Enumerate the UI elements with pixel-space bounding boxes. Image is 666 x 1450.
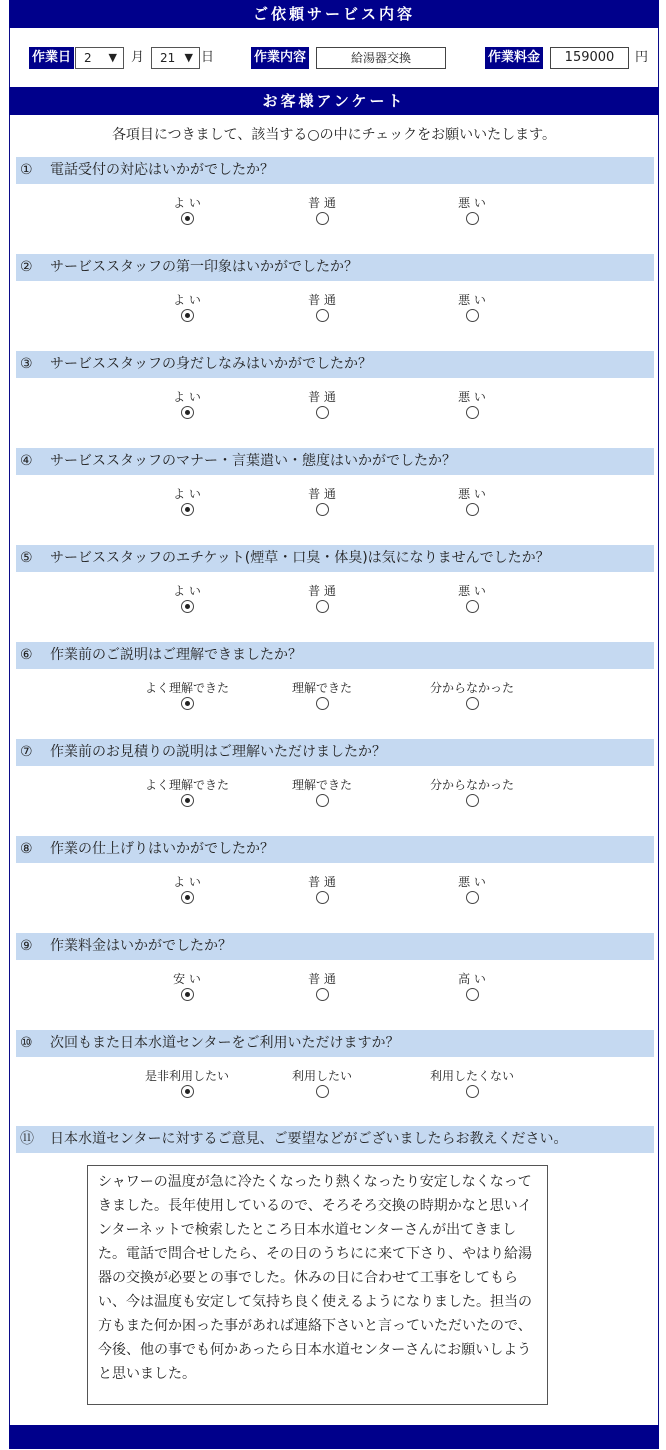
option-label: 高 い [458, 972, 486, 986]
question-8-option[interactable] [127, 874, 247, 907]
question-5-option[interactable] [127, 583, 247, 616]
question-9-option[interactable] [127, 971, 247, 1004]
dropdown-arrow-icon: ▼ [108, 51, 117, 64]
option-label: 悪 い [458, 293, 486, 307]
question-10-option[interactable] [262, 1068, 382, 1101]
option-label: 理解できた [291, 681, 352, 695]
option-label: よ い [173, 390, 201, 404]
radio-button[interactable] [316, 988, 329, 1001]
radio-button[interactable] [466, 697, 479, 710]
radio-button[interactable] [181, 794, 194, 807]
question-text: 次回もまた日本水道センターをご利用いただけますか？ [50, 1035, 400, 1051]
question-number: ⑤ [20, 550, 33, 566]
question-1-header [16, 157, 654, 184]
option-label: 利用したくない [429, 1069, 514, 1083]
question-8-header [16, 836, 654, 863]
question-1-option[interactable] [412, 195, 532, 228]
radio-button[interactable] [181, 1085, 194, 1098]
radio-button[interactable] [181, 697, 194, 710]
month-select[interactable] [75, 47, 124, 69]
option-label: 普 通 [308, 972, 336, 986]
question-4-option[interactable] [262, 486, 382, 519]
option-label: 悪 い [458, 390, 486, 404]
option-label: 悪 い [458, 487, 486, 501]
comment-textarea[interactable]: シャワーの温度が急に冷たくなったり熱くなったり安定しなくなってきました。長年使用しているので、そろそろ交換の時期かなと思いインターネットで検索したところ日本水道センターさんが出てきました。電話で問合せしたら、その日のうちにに来て下さり、やはり給湯器の交換が必要との事でした。休みの日に合わせて工事をしてもらい、今は温度も安定して気持ち良く使えるようになりました。担当の方もまた何か困った事があれば連絡下さいと言っていただいたので、今後、他の事でも何かあったら日本水道センターさんにお願いしようと思いました。 [87, 1165, 548, 1405]
option-label: 普 通 [308, 584, 336, 598]
question-1-option[interactable] [127, 195, 247, 228]
radio-button[interactable] [466, 794, 479, 807]
question-text: サービススタッフの身だしなみはいかがでしたか？ [50, 356, 372, 372]
radio-button[interactable] [181, 503, 194, 516]
question-10-header [16, 1030, 654, 1057]
question-2-header [16, 254, 654, 281]
radio-button[interactable] [316, 1085, 329, 1098]
question-text: サービススタッフのマナー・言葉遣い・態度はいかがでしたか？ [50, 453, 456, 469]
radio-button[interactable] [466, 1085, 479, 1098]
question-3-option[interactable] [412, 389, 532, 422]
question-9-option[interactable] [412, 971, 532, 1004]
question-text: 作業前のご説明はご理解できましたか？ [50, 647, 302, 663]
option-label: 分からなかった [429, 778, 514, 792]
option-label: よ い [173, 584, 201, 598]
question-text: 作業前のお見積りの説明はご理解いただけましたか？ [50, 744, 386, 760]
radio-button[interactable] [181, 309, 194, 322]
question-7-option[interactable] [262, 777, 382, 810]
question-9-option[interactable] [262, 971, 382, 1004]
option-label: 悪 い [458, 584, 486, 598]
question-7-option[interactable] [412, 777, 532, 810]
work-content-field[interactable]: 給湯器交換 [316, 47, 446, 69]
radio-button[interactable] [181, 891, 194, 904]
question-text: 電話受付の対応はいかがでしたか？ [50, 162, 274, 178]
month-value: 2 [84, 51, 92, 65]
footer-bar [9, 1425, 659, 1449]
radio-button[interactable] [466, 309, 479, 322]
question-1-option[interactable] [262, 195, 382, 228]
radio-button[interactable] [316, 697, 329, 710]
radio-button[interactable] [466, 988, 479, 1001]
work-date-label: 作業日 [29, 47, 74, 69]
question-5-option[interactable] [262, 583, 382, 616]
question-number: ① [20, 162, 33, 178]
question-text: 作業料金はいかがでしたか？ [50, 938, 232, 954]
radio-button[interactable] [181, 600, 194, 613]
question-10-option[interactable] [127, 1068, 247, 1101]
question-7-option[interactable] [127, 777, 247, 810]
question-4-option[interactable] [127, 486, 247, 519]
question-8-option[interactable] [262, 874, 382, 907]
question-11-header [16, 1126, 654, 1153]
question-10-option[interactable] [412, 1068, 532, 1101]
dropdown-arrow-icon: ▼ [184, 51, 193, 64]
question-7-header [16, 739, 654, 766]
work-content-label: 作業内容 [251, 47, 309, 69]
radio-button[interactable] [316, 406, 329, 419]
question-text: 日本水道センターに対するご意見、ご要望などがございましたらお教えください。 [50, 1131, 568, 1147]
radio-button[interactable] [466, 406, 479, 419]
question-number: ② [20, 259, 33, 275]
question-number: ⑧ [20, 841, 33, 857]
request-title: ご依頼サービス内容 [252, 5, 415, 23]
radio-button[interactable] [316, 891, 329, 904]
option-label: よ い [173, 196, 201, 210]
question-6-option[interactable] [262, 680, 382, 713]
question-number: ⑥ [20, 647, 33, 663]
option-label: 普 通 [308, 196, 336, 210]
fee-unit: 円 [635, 50, 649, 65]
question-number: ④ [20, 453, 33, 469]
month-unit: 月 [131, 50, 145, 65]
day-value: 21 [160, 51, 176, 65]
question-3-option[interactable] [262, 389, 382, 422]
question-6-header [16, 642, 654, 669]
question-number: ③ [20, 356, 33, 372]
question-number: ⑪ [20, 1131, 34, 1147]
option-label: 悪 い [458, 196, 486, 210]
question-text: サービススタッフの第一印象はいかがでしたか？ [50, 259, 358, 275]
question-2-option[interactable] [262, 292, 382, 325]
option-label: 利用したい [291, 1069, 352, 1083]
request-details-row [0, 45, 666, 71]
option-label: よ い [173, 293, 201, 307]
radio-button[interactable] [316, 503, 329, 516]
question-text: サービススタッフのエチケット(煙草・口臭・体臭)は気になりませんでしたか？ [50, 550, 550, 566]
day-unit: 日 [201, 50, 215, 65]
question-5-header [16, 545, 654, 572]
option-label: よ い [173, 875, 201, 889]
option-label: よ い [173, 487, 201, 501]
question-2-option[interactable] [127, 292, 247, 325]
option-label: 普 通 [308, 390, 336, 404]
radio-button[interactable] [316, 600, 329, 613]
survey-intro: 各項目につきまして、該当する○の中にチェックをお願いいたします。 [111, 127, 557, 143]
option-label: 理解できた [291, 778, 352, 792]
question-3-option[interactable] [127, 389, 247, 422]
radio-button[interactable] [466, 212, 479, 225]
question-8-option[interactable] [412, 874, 532, 907]
option-label: 分からなかった [429, 681, 514, 695]
question-4-header [16, 448, 654, 475]
work-fee-field[interactable]: 159000 [550, 47, 629, 69]
radio-button[interactable] [181, 406, 194, 419]
option-label: 普 通 [308, 875, 336, 889]
question-2-option[interactable] [412, 292, 532, 325]
radio-button[interactable] [181, 988, 194, 1001]
question-number: ⑦ [20, 744, 33, 760]
option-label: 普 通 [308, 293, 336, 307]
radio-button[interactable] [466, 503, 479, 516]
question-4-option[interactable] [412, 486, 532, 519]
radio-button[interactable] [316, 794, 329, 807]
question-3-header [16, 351, 654, 378]
option-label: 悪 い [458, 875, 486, 889]
radio-button[interactable] [181, 212, 194, 225]
work-fee-label: 作業料金 [485, 47, 543, 69]
option-label: 是非利用したい [144, 1069, 229, 1083]
question-6-option[interactable] [412, 680, 532, 713]
radio-button[interactable] [316, 309, 329, 322]
request-title-banner [9, 0, 659, 28]
option-label: よく理解できた [144, 681, 229, 695]
survey-title: お客様アンケート [262, 92, 406, 110]
question-number: ⑩ [20, 1035, 33, 1051]
question-number: ⑨ [20, 938, 33, 954]
question-5-option[interactable] [412, 583, 532, 616]
survey-title-banner [9, 87, 659, 115]
question-text: 作業の仕上げりはいかがでしたか？ [50, 841, 274, 857]
option-label: 安 い [173, 972, 201, 986]
radio-button[interactable] [466, 891, 479, 904]
option-label: よく理解できた [144, 778, 229, 792]
question-9-header [16, 933, 654, 960]
question-6-option[interactable] [127, 680, 247, 713]
option-label: 普 通 [308, 487, 336, 501]
day-select[interactable] [151, 47, 200, 69]
radio-button[interactable] [466, 600, 479, 613]
radio-button[interactable] [316, 212, 329, 225]
